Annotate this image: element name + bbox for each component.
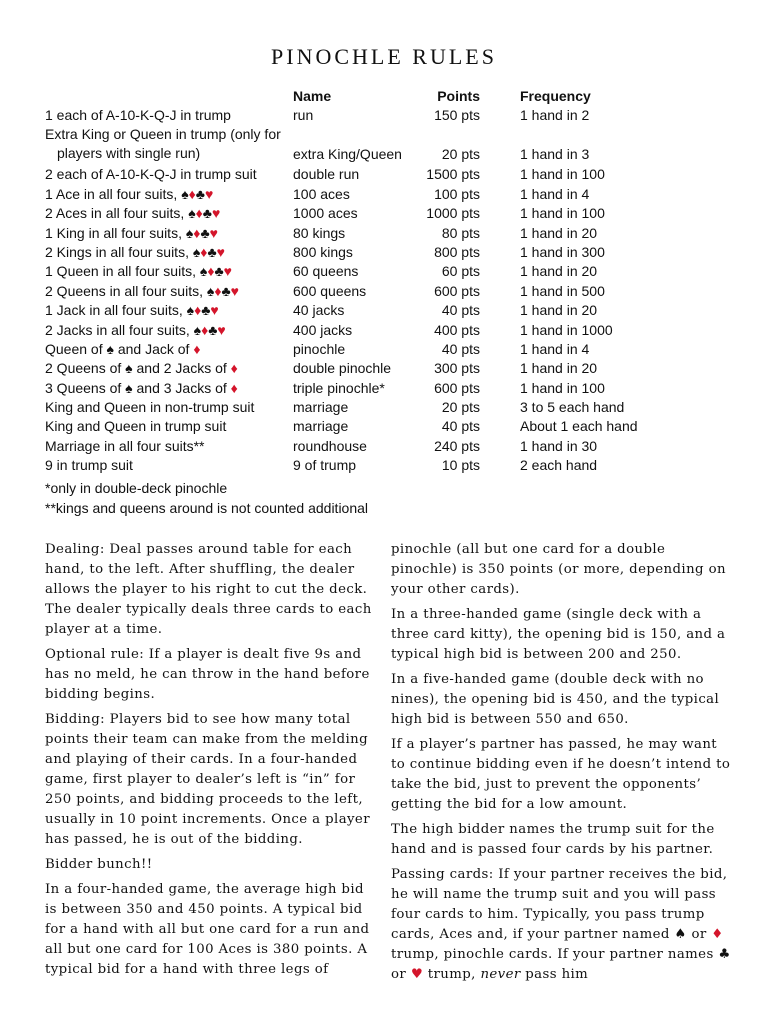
- club-icon: ♣: [208, 321, 218, 338]
- paragraph-bidder-bunch: Bidder bunch!!: [45, 857, 153, 872]
- footnote-around: **kings and queens around is not counted additional: [45, 500, 369, 516]
- rules-right-column: [391, 540, 731, 990]
- table-row: Queen of ♠ and Jack of ♦ pinochle 40 pts 1 hand in 4: [45, 340, 590, 357]
- diamond-icon: ♦: [194, 302, 202, 319]
- spade-icon: ♠: [185, 224, 194, 241]
- heart-icon: ♥: [216, 243, 225, 260]
- table-row: King and Queen in non-trump suit marriage 20 pts 3 to 5 each hand: [45, 399, 625, 416]
- heart-icon: ♥: [410, 967, 424, 982]
- heart-icon: ♥: [209, 224, 218, 241]
- table-row: 9 in trump suit 9 of trump 10 pts 2 each hand: [45, 457, 598, 474]
- diamond-icon: ♦: [195, 205, 203, 222]
- meld-table: [45, 88, 685, 476]
- paragraph-pinochle-bid: pinochle (all but one card for a double pinochle) is 350 points (or more, depending on your other cards).: [391, 542, 726, 597]
- diamond-icon: ♦: [230, 379, 238, 396]
- spade-icon: ♠: [106, 340, 114, 357]
- diamond-icon: ♦: [193, 340, 201, 357]
- header-frequency: Frequency: [520, 88, 591, 104]
- diamond-icon: ♦: [230, 360, 238, 377]
- heart-icon: ♥: [223, 263, 232, 280]
- heart-icon: ♥: [210, 302, 219, 319]
- paragraph-dealing: Dealing: Deal passes around table for each hand, to the left. After shuffling, the dealer allows the player to his right to cut the deck. The dealer typically deals three cards to each player at a time.: [45, 542, 372, 637]
- table-row: King and Queen in trump suit marriage 40 pts About 1 each hand: [45, 418, 638, 435]
- table-row: Extra King or Queen in trump (only for players with single run) extra King/Queen 20 pts 1 hand in 3: [45, 126, 590, 163]
- heart-icon: ♥: [204, 185, 214, 202]
- heart-icon: ♥: [230, 282, 239, 299]
- table-row: 2 Queens of ♠ and 2 Jacks of ♦ double pinochle 300 pts 1 hand in 20: [45, 360, 598, 377]
- diamond-icon: ♦: [201, 321, 209, 338]
- spade-icon: ♠: [192, 243, 201, 260]
- club-icon: ♣: [207, 243, 217, 260]
- paragraph-five-handed: In a five-handed game (double deck with no nines), the opening bid is 450, and the typical high bid is between 550 and 650.: [391, 672, 720, 727]
- table-row: 1 each of A-10-K-Q-J in trump run 150 pts 1 hand in 2: [45, 107, 590, 123]
- diamond-icon: ♦: [200, 243, 208, 260]
- paragraph-passing-cards: Passing cards: If your partner receives the bid, he will name the trump suit and you will pass four cards to him. Typically, you pass trump cards, Aces and, if your partner named ♠ or ♦ trump, pinochle cards. If your partner names ♣ or ♥ trump, never pass him: [391, 867, 731, 982]
- paragraph-three-handed: In a three-handed game (single deck with a three card kitty), the opening bid is 150, and a typical high bid is between 200 and 250.: [391, 607, 726, 662]
- rules-left-column: [45, 540, 380, 985]
- spade-icon: ♠: [206, 282, 215, 299]
- diamond-icon: ♦: [193, 224, 201, 241]
- page-title: PINOCHLE RULES: [271, 44, 497, 69]
- table-row: Marriage in all four suits** roundhouse 240 pts 1 hand in 30: [45, 437, 598, 454]
- club-icon: ♣: [214, 263, 224, 280]
- club-icon: ♣: [718, 947, 731, 962]
- spade-icon: ♠: [181, 185, 189, 202]
- footnotes: [45, 478, 368, 518]
- table-row: 1 Ace in all four suits, ♠♦♣♥ 100 aces 100 pts 1 hand in 4: [45, 185, 590, 202]
- spade-icon: ♠: [199, 263, 208, 280]
- table-row: 3 Queens of ♠ and 3 Jacks of ♦ triple pinochle* 600 pts 1 hand in 100: [45, 379, 605, 396]
- table-header: [45, 88, 685, 106]
- heart-icon: ♥: [217, 321, 226, 338]
- paragraph-trump-suit: The high bidder names the trump suit for the hand and is passed four cards by his partner.: [391, 822, 715, 857]
- spade-icon: ♠: [125, 379, 133, 396]
- header-name: Name: [293, 88, 332, 104]
- paragraph-optional-rule: Optional rule: If a player is dealt five 9s and has no meld, he can throw in the hand before bidding begins.: [45, 647, 370, 702]
- diamond-icon: ♦: [711, 927, 724, 942]
- table-row: 2 Aces in all four suits, ♠♦♣♥ 1000 aces 1000 pts 1 hand in 100: [45, 205, 605, 222]
- club-icon: ♣: [221, 282, 231, 299]
- table-row: 2 each of A-10-K-Q-J in trump suit double run 1500 pts 1 hand in 100: [45, 166, 605, 183]
- table-row: 1 Queen in all four suits, ♠♦♣♥ 60 queens 60 pts 1 hand in 20: [45, 263, 598, 280]
- paragraph-bidding: Bidding: Players bid to see how many total points their team can make from the melding and playing of their cards. In a four-handed game, first player to dealer’s left is “in” for 250 points, and bidding proceeds to the left, usually in 10 point increments. Once a player has passed, he is out of the bidding.: [45, 712, 370, 847]
- table-row: 2 Jacks in all four suits, ♠♦♣♥ 400 jacks 400 pts 1 hand in 1000: [45, 321, 613, 338]
- spade-icon: ♠: [188, 205, 196, 222]
- spade-icon: ♠: [125, 360, 133, 377]
- paragraph-four-handed: In a four-handed game, the average high bid is between 350 and 450 points. A typical bid for a hand with all but one card for a run and all but one card for 100 Aces is 380 points. A typical bid for a hand with three legs of: [45, 882, 370, 977]
- spade-icon: ♠: [186, 302, 195, 319]
- club-icon: ♣: [201, 302, 211, 319]
- table-row: 1 Jack in all four suits, ♠♦♣♥ 40 jacks 40 pts 1 hand in 20: [45, 302, 598, 319]
- club-icon: ♣: [202, 205, 212, 222]
- spade-icon: ♠: [193, 321, 202, 338]
- spade-icon: ♠: [674, 927, 687, 942]
- table-row: 1 King in all four suits, ♠♦♣♥ 80 kings 80 pts 1 hand in 20: [45, 224, 598, 241]
- club-icon: ♣: [195, 185, 205, 202]
- diamond-icon: ♦: [207, 263, 215, 280]
- club-icon: ♣: [200, 224, 210, 241]
- diamond-icon: ♦: [214, 282, 222, 299]
- table-row: 2 Kings in all four suits, ♠♦♣♥ 800 kings 800 pts 1 hand in 300: [45, 243, 605, 260]
- diamond-icon: ♦: [188, 185, 196, 202]
- paragraph-partner-passed: If a player’s partner has passed, he may want to continue bidding even if he doesn’t intend to take the bid, just to prevent the opponents’ getting the bid for a low amount.: [391, 737, 731, 812]
- header-points: Points: [437, 88, 480, 104]
- footnote-double-deck: *only in double-deck pinochle: [45, 480, 228, 496]
- heart-icon: ♥: [211, 205, 221, 222]
- table-row: 2 Queens in all four suits, ♠♦♣♥ 600 queens 600 pts 1 hand in 500: [45, 282, 605, 299]
